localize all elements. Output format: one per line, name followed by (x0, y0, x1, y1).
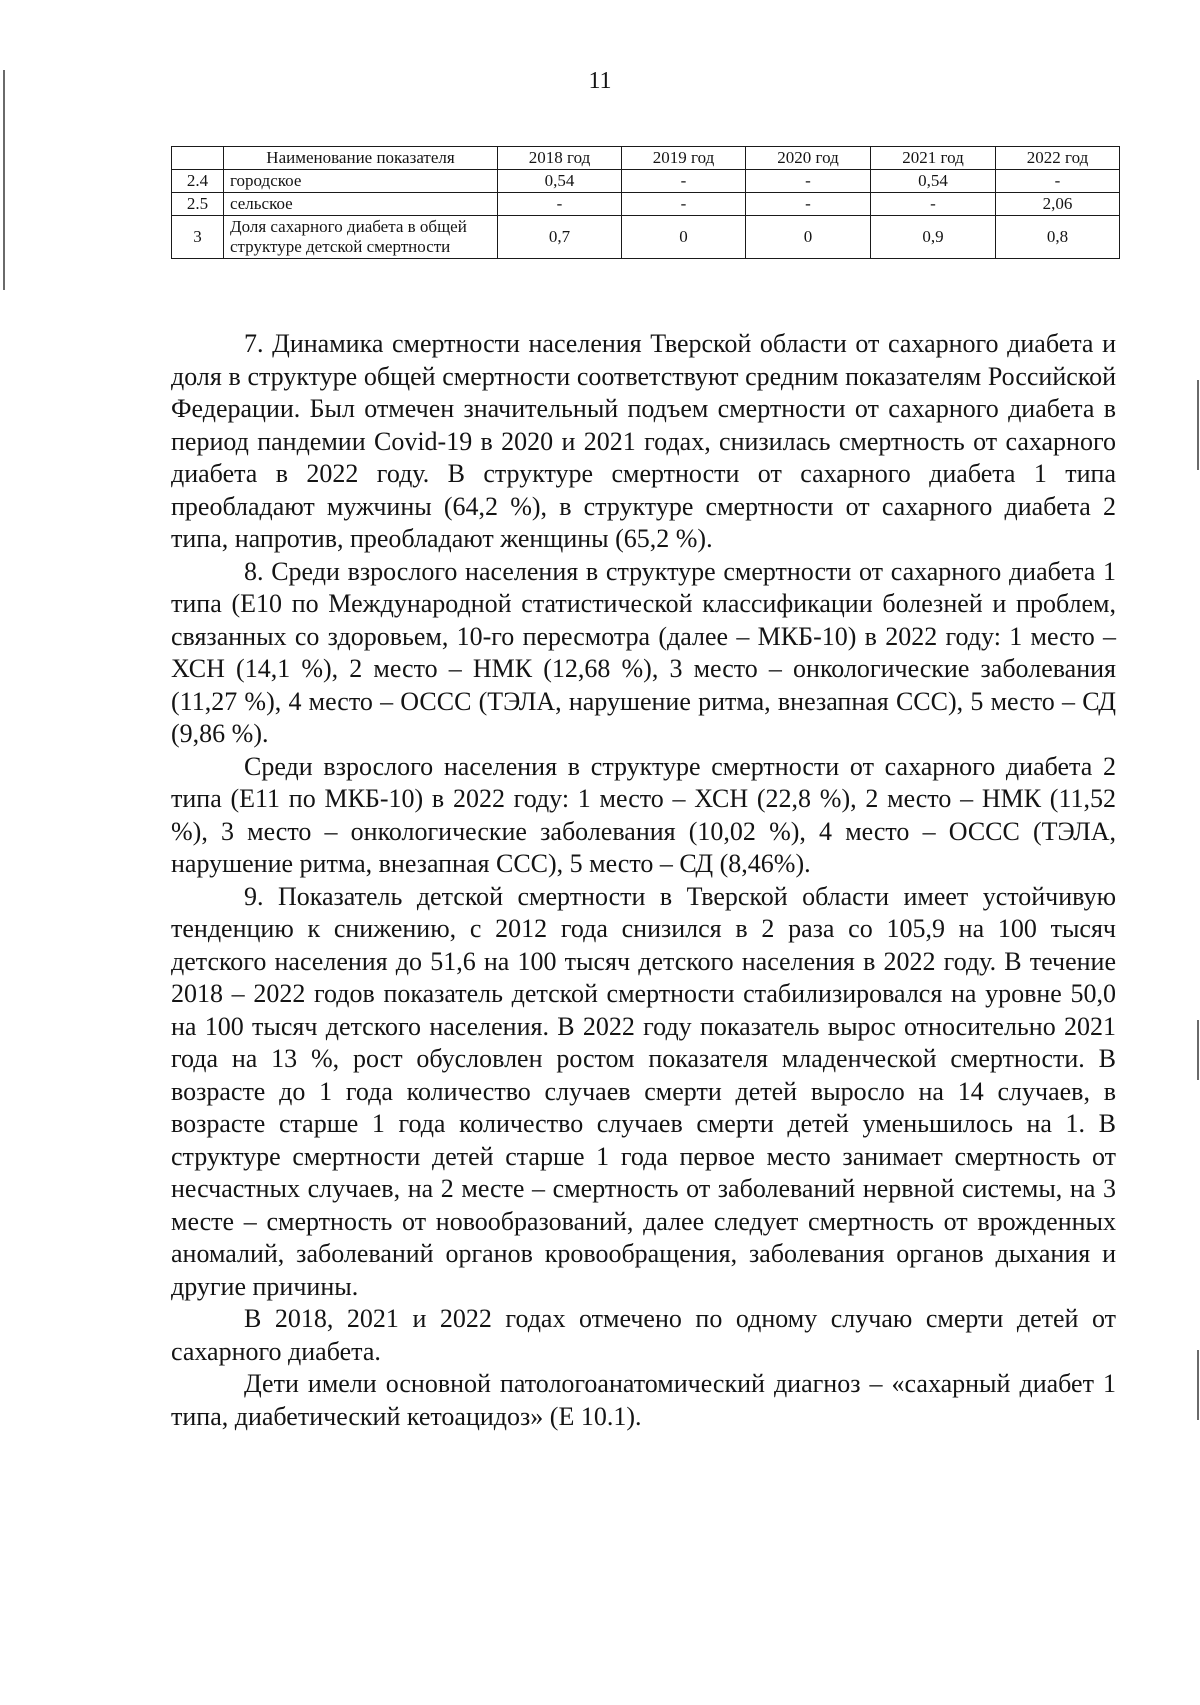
scan-margin-mark (3, 70, 5, 290)
table-header-cell: 2018 год (498, 147, 622, 170)
indicator-table (171, 146, 1120, 259)
table-cell: 0 (746, 216, 871, 259)
row-name: сельское (224, 193, 498, 216)
table-row (172, 216, 1120, 259)
table-row (172, 193, 1120, 216)
paragraph-child-cases: В 2018, 2021 и 2022 годах отмечено по одному случаю смерти детей от сахарного диабета. (171, 1304, 1116, 1366)
table-cell: 0,9 (871, 216, 996, 259)
table-header-cell: 2020 год (746, 147, 871, 170)
table-cell: - (996, 170, 1120, 193)
document-body (171, 328, 1116, 1433)
table-cell: - (498, 193, 622, 216)
paragraph-9: 9. Показатель детской смертности в Тверской области имеет устойчивую тенденцию к снижению, с 2012 года снизился в 2 раза со 105,9 на 100 тысяч детского населения до 51,6 на 100 тысяч детского населения в 2022 году. В течение 2018 – 2022 годов показатель детской смертности стабилизировался на уровне 50,0 на 100 тысяч детского населения. В 2022 году показатель вырос относительно 2021 года на 13 %, рост обусловлен ростом показателя младенческой смертности. В возрасте до 1 года количество случаев смерти детей выросло на 14 случаев, в возрасте старше 1 года количество случаев смерти детей уменьшилось на 1. В структуре смертности детей старше 1 года первое место занимает смертность от несчастных случаев, на 2 месте – смертность от заболеваний нервной системы, на 3 месте – смертность от новообразований, далее следует смертность от врожденных аномалий, заболеваний органов кровообращения, заболевания органов дыхания и другие причины. (171, 881, 1116, 1301)
table-header-row (172, 147, 1120, 170)
row-name: Доля сахарного диабета в общей структуре детской смертности (224, 216, 498, 259)
table-cell: - (622, 170, 746, 193)
table-cell: - (871, 193, 996, 216)
table-header-cell: 2021 год (871, 147, 996, 170)
table-cell: 0,7 (498, 216, 622, 259)
paragraph-8-type2: Среди взрослого населения в структуре смертности от сахарного диабета 2 типа (E11 по МКБ-10) в 2022 году: 1 место – ХСН (22,8 %), 2 место – НМК (11,52 %), 3 место – онкологические заболевания (10,02 %), 4 место – ОССС (ТЭЛА, нарушение ритма, внезапная ССС), 5 место – СД (8,46%). (171, 751, 1116, 878)
table-cell: - (746, 170, 871, 193)
table-header-cell: Наименование показателя (224, 147, 498, 170)
row-number: 2.5 (172, 193, 224, 216)
table-cell: 0,54 (498, 170, 622, 193)
table-row (172, 170, 1120, 193)
scan-margin-mark (1197, 1020, 1199, 1080)
row-number: 3 (172, 216, 224, 259)
table-cell: 0,54 (871, 170, 996, 193)
table-header-cell: 2022 год (996, 147, 1120, 170)
table-cell: - (746, 193, 871, 216)
table-cell: - (622, 193, 746, 216)
page-number: 11 (588, 68, 612, 94)
scan-margin-mark (1197, 1350, 1199, 1420)
table-header-cell (172, 147, 224, 170)
row-number: 2.4 (172, 170, 224, 193)
table-cell: 0,8 (996, 216, 1120, 259)
row-name: городское (224, 170, 498, 193)
scan-margin-mark (1197, 380, 1199, 470)
table-header-cell: 2019 год (622, 147, 746, 170)
table-cell: 0 (622, 216, 746, 259)
paragraph-8: 8. Среди взрослого населения в структуре смертности от сахарного диабета 1 типа (E10 по Международной статистической классификации болезней и проблем, связанных со здоровьем, 10-го пересмотра (далее – МКБ-10) в 2022 году: 1 место – ХСН (14,1 %), 2 место – НМК (12,68 %), 3 место – онкологические заболевания (11,27 %), 4 место – ОССС (ТЭЛА, нарушение ритма, внезапная ССС), 5 место – СД (9,86 %). (171, 556, 1116, 748)
table-cell: 2,06 (996, 193, 1120, 216)
paragraph-diagnosis: Дети имели основной патологоанатомический диагноз – «сахарный диабет 1 типа, диабетический кетоацидоз» (E 10.1). (171, 1369, 1116, 1431)
paragraph-7: 7. Динамика смертности населения Тверской области от сахарного диабета и доля в структуре общей смертности соответствуют средним показателям Российской Федерации. Был отмечен значительный подъем смертности от сахарного диабета в период пандемии Covid-19 в 2020 и 2021 годах, снизилась смертность от сахарного диабета в 2022 году. В структуре смертности от сахарного диабета 1 типа преобладают мужчины (64,2 %), в структуре смертности от сахарного диабета 2 типа, напротив, преобладают женщины (65,2 %). (171, 329, 1116, 553)
